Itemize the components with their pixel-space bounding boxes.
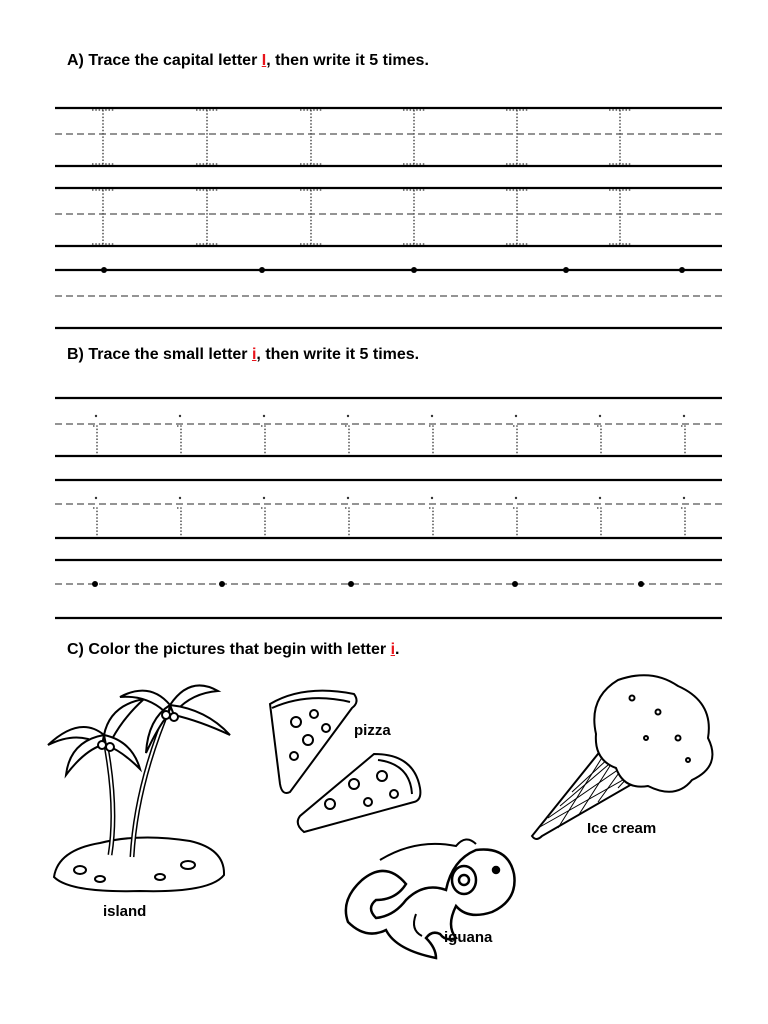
ice-cream-label: Ice cream <box>587 820 657 837</box>
capital-row-3 <box>55 270 722 328</box>
section-a-heading: A) Trace the capital letter I, then write it 5 times. <box>67 52 429 69</box>
iguana-icon <box>336 830 520 968</box>
palm-island-icon <box>40 665 240 905</box>
island-label: island <box>103 903 147 920</box>
section-c-letter: i <box>390 641 396 658</box>
capital-row-2 <box>55 188 722 246</box>
capital-row-1 <box>55 108 722 166</box>
section-a-letter: I <box>261 52 267 69</box>
section-c-heading: C) Color the pictures that begin with letter i. <box>67 641 400 658</box>
small-row-2 <box>55 480 722 538</box>
iguana-label: iguana <box>444 929 493 946</box>
small-row-1 <box>55 398 722 456</box>
small-row-3 <box>55 560 722 618</box>
section-b-heading: B) Trace the small letter i, then write it 5 times. <box>67 346 420 363</box>
section-b-letter: i <box>251 346 257 363</box>
ice-cream-icon <box>528 668 728 844</box>
capital-i-tracers <box>92 110 631 244</box>
pizza-icon <box>264 684 424 840</box>
pizza-label: pizza <box>354 722 391 739</box>
